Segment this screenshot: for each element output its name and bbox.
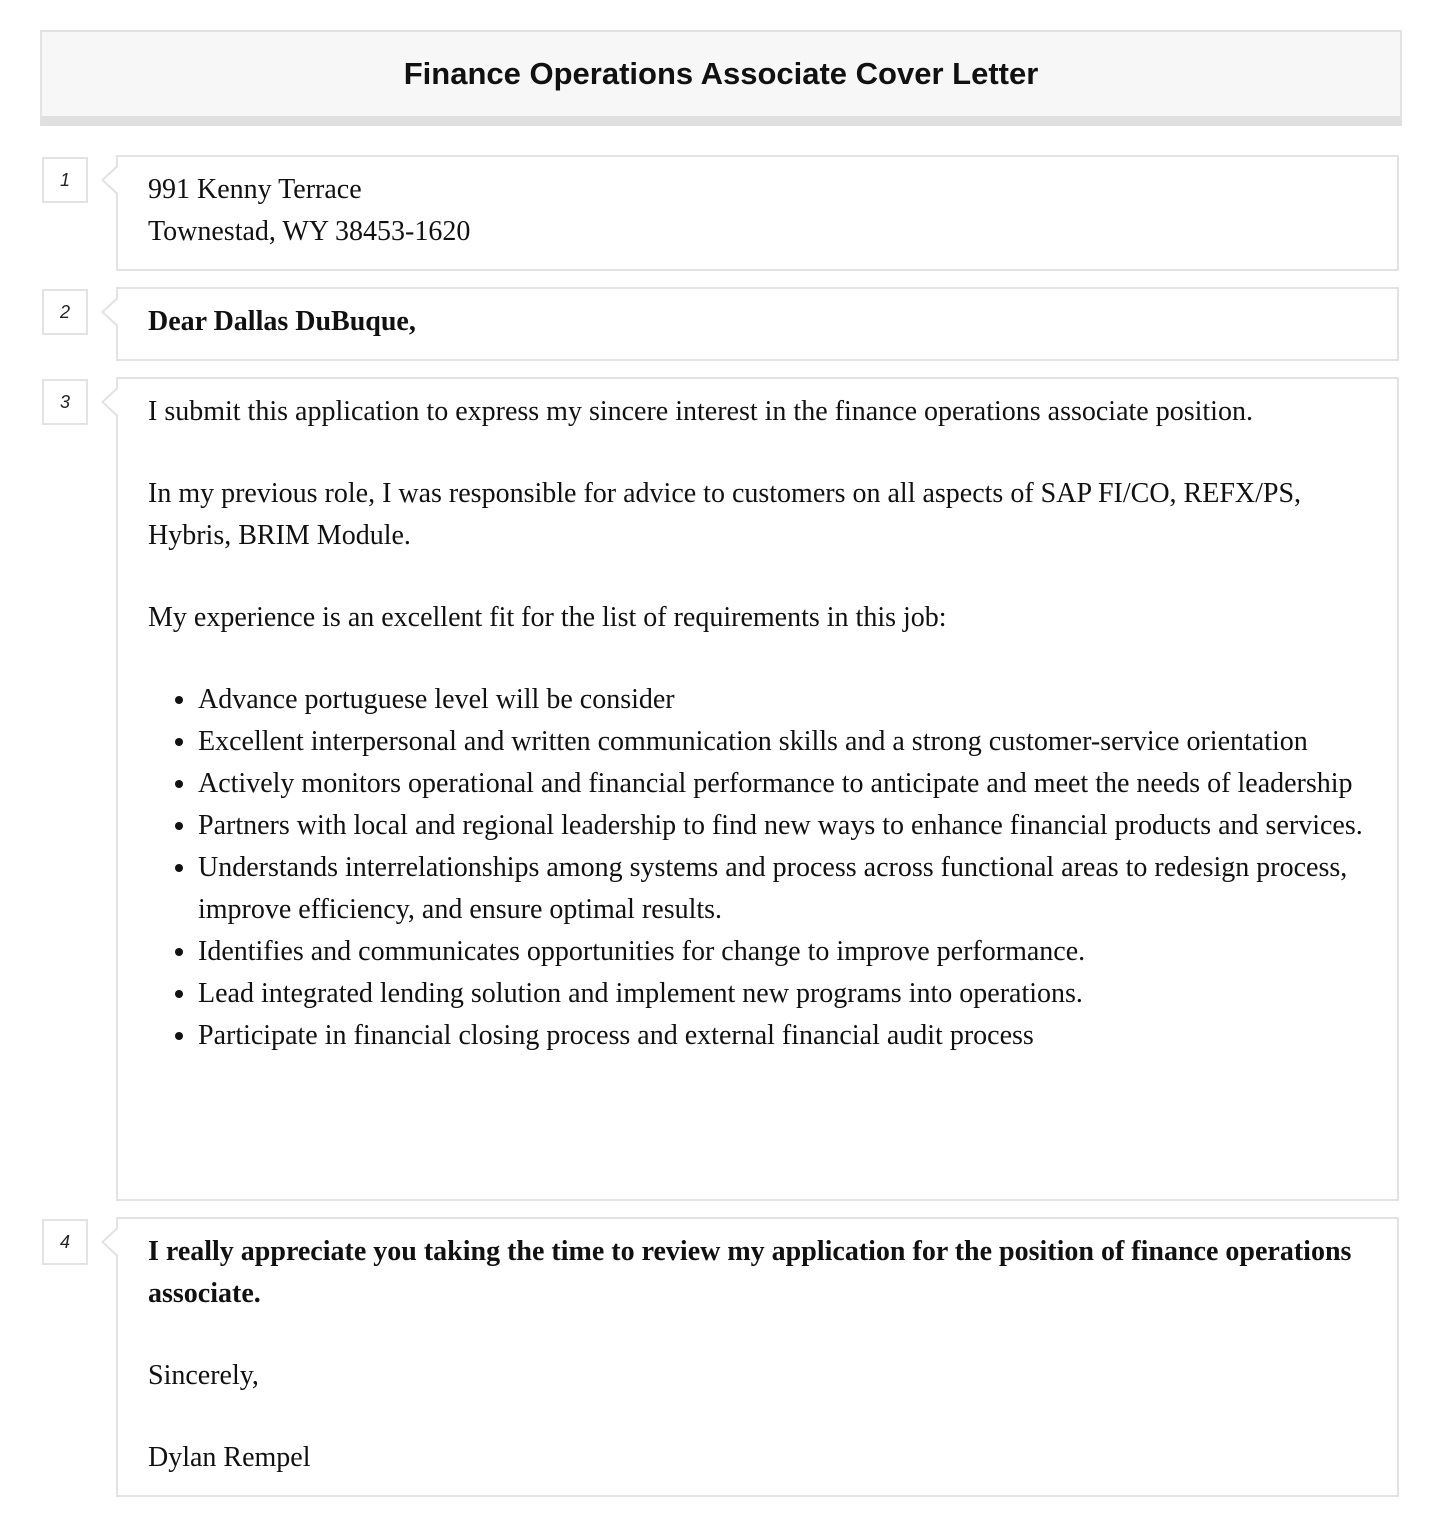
list-item: • Identifies and communicates opportunities for change to improve performance. [198,931,1367,973]
fit-statement: My experience is an excellent fit for the list of requirements in this job: [148,602,947,633]
section-number-3: 3 [42,379,88,425]
page-title: Finance Operations Associate Cover Letter [403,56,1039,91]
list-item: • Participate in financial closing process and external financial audit process [198,1015,1367,1057]
previous-role-paragraph: In my previous role, I was responsible for advice to customers on all aspects of SAP FI/CO, REFX/PS, Hybris, BRIM Module. [148,478,1302,551]
list-item: • Actively monitors operational and financial performance to anticipate and meet the needs of leadership [198,763,1367,805]
list-item: • Lead integrated lending solution and implement new programs into operations. [198,973,1367,1015]
list-item: • Advance portuguese level will be consider [198,679,1367,721]
closing-paragraph: I really appreciate you taking the time to review my application for the position of finance operations associate. [148,1236,1352,1309]
section-number-2: 2 [42,289,88,335]
address-line-2: Townestad, WY 38453-1620 [148,216,471,247]
page-header [40,30,1402,126]
list-item: • Excellent interpersonal and written communication skills and a strong customer-service orientation [198,721,1367,763]
address-section [116,155,1399,271]
closing-section [116,1217,1399,1497]
greeting-section [116,287,1399,361]
list-item: • Partners with local and regional leadership to find new ways to enhance financial products and services. [198,805,1367,847]
signoff: Sincerely, [148,1360,259,1391]
greeting: Dear Dallas DuBuque, [148,306,416,337]
body-section [116,377,1399,1201]
signature-name: Dylan Rempel [148,1442,311,1473]
section-number-4: 4 [42,1219,88,1265]
requirements-list [148,679,1367,1057]
list-item: • Understands interrelationships among systems and process across functional areas to redesign process, improve efficiency, and ensure optimal results. [198,847,1367,931]
address-line-1: 991 Kenny Terrace [148,174,362,205]
intro-paragraph: I submit this application to express my sincere interest in the finance operations associate position. [148,396,1253,427]
section-number-1: 1 [42,157,88,203]
